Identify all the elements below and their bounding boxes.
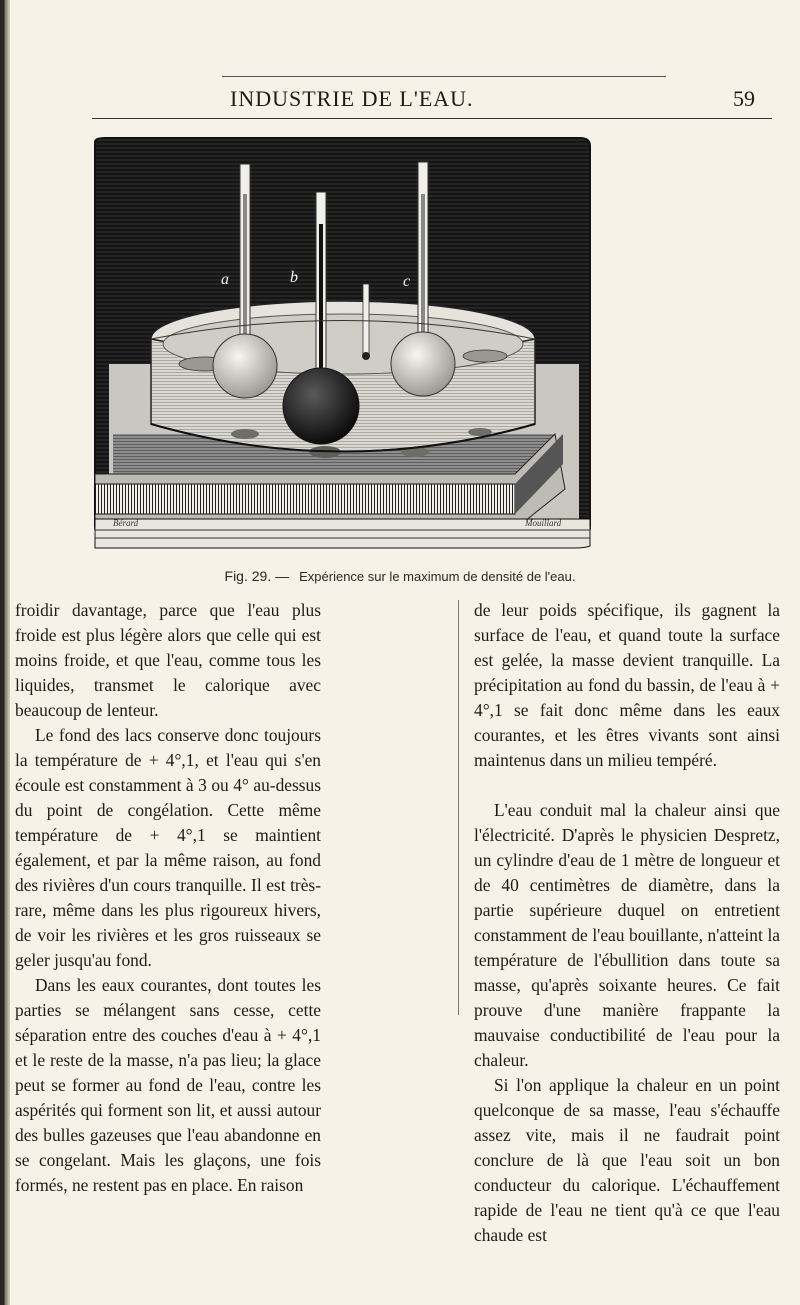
running-title: INDUSTRIE DE L'EAU. xyxy=(230,86,474,111)
left-column xyxy=(15,598,321,1198)
figure-number: Fig. 29. — xyxy=(224,568,290,584)
label-c: c xyxy=(403,273,411,290)
left-paragraph-3: Dans les eaux courantes, dont toutes les parties se mélangent sans cesse, cette séparation entre des couches d'eau à + 4°,1 et le reste de la masse, n'a pas lieu; la glace peut se former au fond de l'eau, contre les aspérités qui forment son lit, et aussi autour des bulles gazeuses que l'eau abandonne en se congelant. Mais les glaçons, une fois formés, ne restent pas en place. En raison xyxy=(15,975,321,1195)
header-top-rule xyxy=(222,76,666,77)
right-paragraph-2: L'eau conduit mal la chaleur ainsi que l'électricité. D'après le physicien Despretz, un cylindre d'eau de 1 mètre de longueur et de 40 centimètres de diamètre, dans la partie supérieure duquel on entretient constamment de l'eau bouillante, n'atteint la température de l'ébullition dans toute sa masse, qu'après soixante heures. Ce fait prouve d'une manière frappante la mauvaise conductibilité de l'eau pour la chaleur. xyxy=(474,800,780,1070)
engraving-figure xyxy=(85,134,600,552)
binding-edge xyxy=(0,0,10,1305)
right-column xyxy=(474,598,780,1248)
label-a: a xyxy=(221,271,229,288)
page-header xyxy=(222,76,782,116)
right-paragraph-1: de leur poids spécifique, ils gagnent la surface de l'eau, et quand toute la surface est gelée, la masse devient tranquille. La précipitation au fond du bassin, de l'eau à + 4°,1 se fait donc même dans les eaux courantes, et les êtres vivants sont ainsi maintenus dans un milieu tempéré. xyxy=(474,600,780,770)
engraver-signature-left: Bérard xyxy=(113,518,139,528)
left-paragraph-2: Le fond des lacs conserve donc toujours la température de + 4°,1, et l'eau qui s'en écoule est constamment à 3 ou 4° au-dessus du point de congélation. Cette même température de + 4°,1 se maintient également, et par la même raison, au fond des rivières d'un cours tranquille. Il est très-rare, même dans les plus rigoureux hivers, de voir les rivières et les gros ruisseaux se geler jusqu'au fond. xyxy=(15,725,321,970)
column-divider xyxy=(458,600,459,1015)
label-b: b xyxy=(290,269,298,286)
engraver-signature-right: Mouillard xyxy=(525,518,562,528)
page-number: 59 xyxy=(733,86,755,111)
right-paragraph-3: Si l'on applique la chaleur en un point quelconque de sa masse, l'eau s'échauffe assez vite, mais il ne faudrait point conclure de là que l'eau soit un bon conducteur du calorique. L'échauffement rapide de l'eau ne tient qu'à ce que l'eau chaude est xyxy=(474,1075,780,1245)
header-rule xyxy=(92,118,772,119)
figure-caption xyxy=(0,568,800,584)
left-paragraph-1: froidir davantage, parce que l'eau plus froide est plus légère alors que celle qui est moins froide, et que l'eau, comme tous les liquides, transmet le calorique avec beaucoup de lenteur. xyxy=(15,600,321,720)
figure-caption-text: Expérience sur le maximum de densité de l'eau. xyxy=(299,569,576,584)
